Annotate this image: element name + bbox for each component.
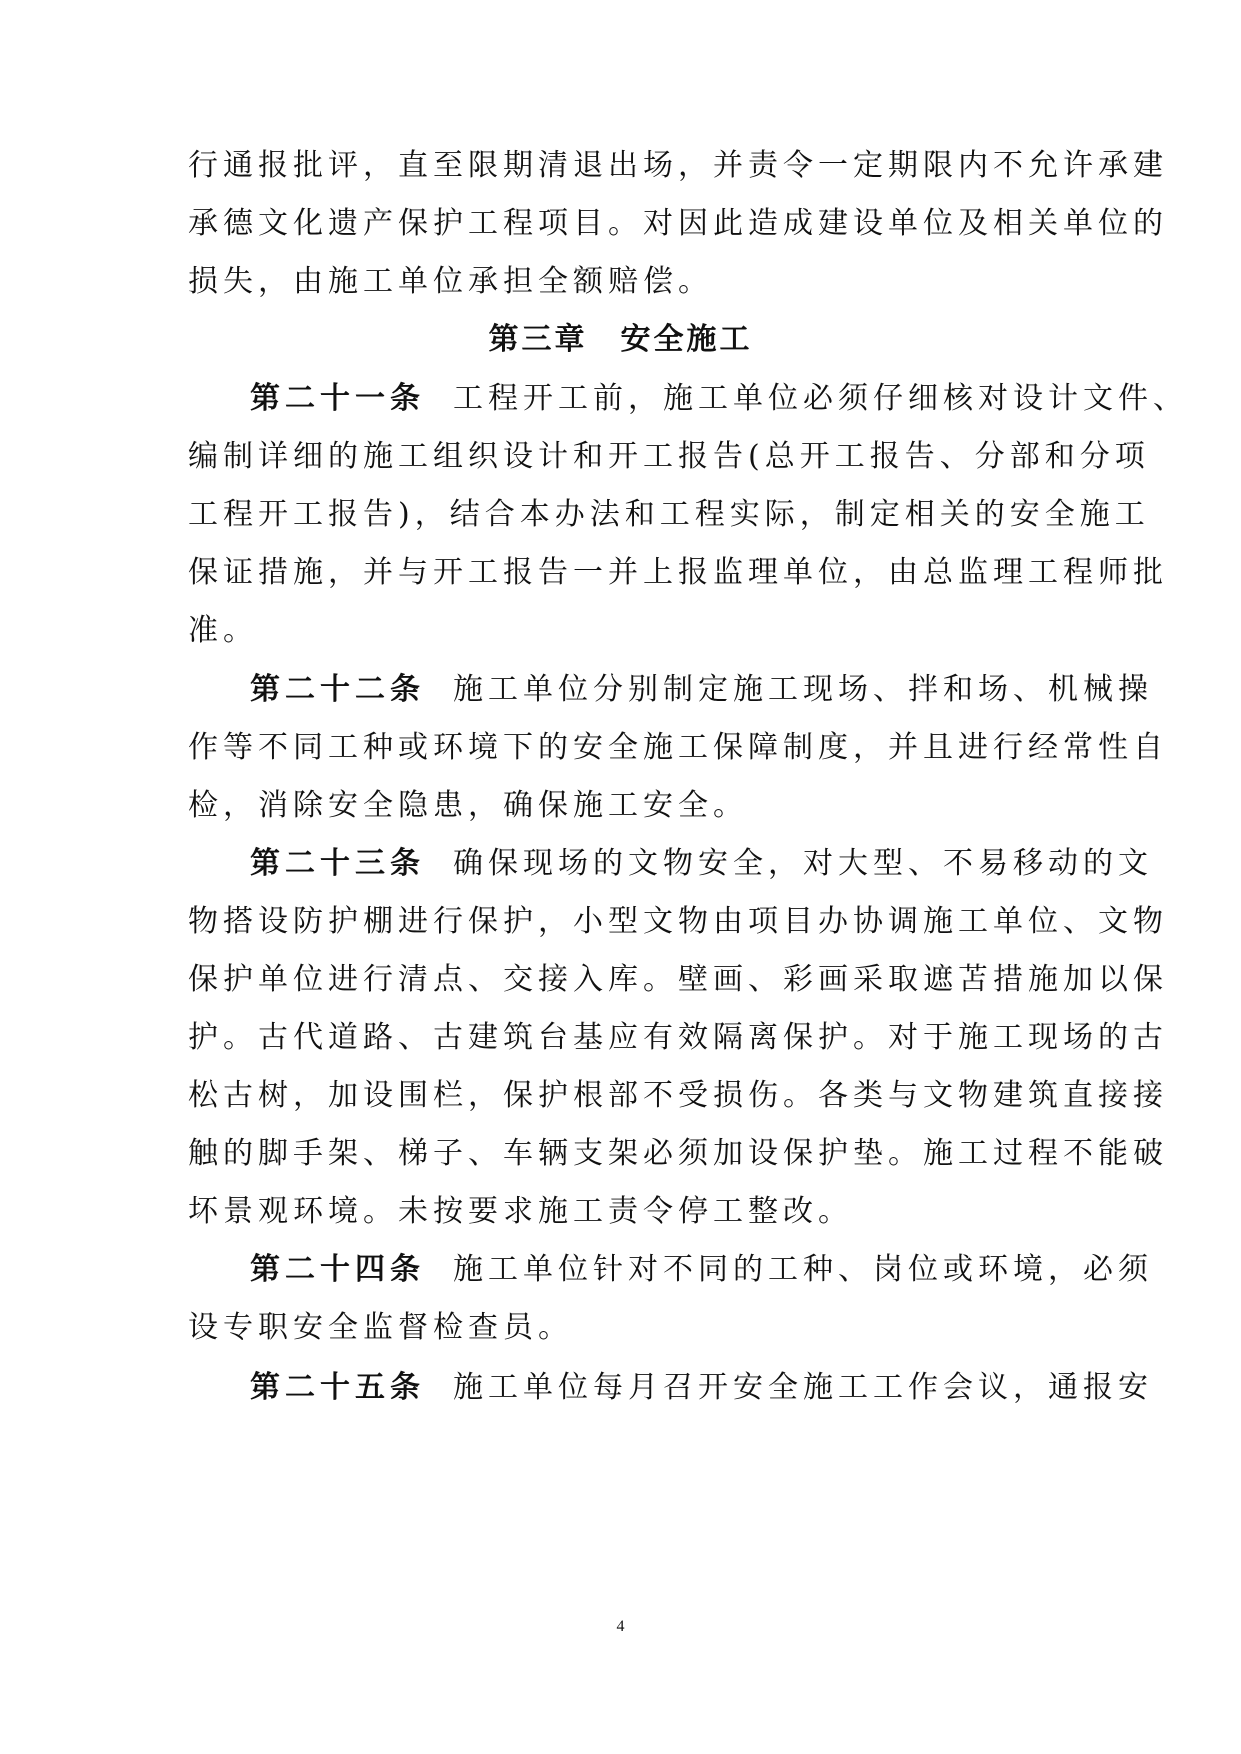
article-text: 工程开工前，施工单位必须仔细核对设计文件、 <box>453 381 1188 416</box>
article-24-first-line <box>250 1250 1153 1290</box>
article-label: 第二十三条 <box>250 846 425 881</box>
continuation-line-3: 损失，由施工单位承担全额赔偿。 <box>188 264 713 299</box>
continuation-line-2: 承德文化遗产保护工程项目。对因此造成建设单位及相关单位的 <box>188 206 1168 241</box>
article-23-line: 保护单位进行清点、交接入库。壁画、彩画采取遮苫措施加以保 <box>188 962 1168 997</box>
article-25-first-line <box>250 1368 1153 1408</box>
article-22-line: 作等不同工种或环境下的安全施工保障制度，并且进行经常性自 <box>188 730 1168 765</box>
article-21-line: 保证措施，并与开工报告一并上报监理单位，由总监理工程师批 <box>188 555 1168 590</box>
article-23-line: 护。古代道路、古建筑台基应有效隔离保护。对于施工现场的古 <box>188 1020 1168 1055</box>
article-text: 施工单位针对不同的工种、岗位或环境，必须 <box>453 1252 1153 1287</box>
article-label: 第二十一条 <box>250 381 425 416</box>
article-23-line: 触的脚手架、梯子、车辆支架必须加设保护垫。施工过程不能破 <box>188 1136 1168 1171</box>
article-23-line: 松古树，加设围栏，保护根部不受损伤。各类与文物建筑直接接 <box>188 1078 1168 1113</box>
article-label: 第二十二条 <box>250 672 425 707</box>
article-22-first-line <box>250 670 1153 710</box>
article-text: 确保现场的文物安全，对大型、不易移动的文 <box>453 846 1153 881</box>
article-label: 第二十五条 <box>250 1370 425 1405</box>
article-22-line: 检，消除安全隐患，确保施工安全。 <box>188 788 748 823</box>
article-23-first-line <box>250 844 1153 884</box>
article-label: 第二十四条 <box>250 1252 425 1287</box>
article-21-first-line <box>250 379 1188 419</box>
article-24-line: 设专职安全监督检查员。 <box>188 1310 573 1345</box>
article-23-line: 物搭设防护棚进行保护，小型文物由项目办协调施工单位、文物 <box>188 904 1168 939</box>
article-text: 施工单位分别制定施工现场、拌和场、机械操 <box>453 672 1153 707</box>
article-21-line: 编制详细的施工组织设计和开工报告(总开工报告、分部和分项 <box>188 439 1150 474</box>
chapter-title: 第三章 安全施工 <box>488 322 753 357</box>
page-number: 4 <box>616 1618 625 1635</box>
article-21-line: 准。 <box>188 613 258 648</box>
article-text: 施工单位每月召开安全施工工作会议，通报安 <box>453 1370 1153 1405</box>
continuation-line-1: 行通报批评，直至限期清退出场，并责令一定期限内不允许承建 <box>188 148 1168 183</box>
article-23-line: 坏景观环境。未按要求施工责令停工整改。 <box>188 1194 853 1229</box>
article-21-line: 工程开工报告)，结合本办法和工程实际，制定相关的安全施工 <box>188 497 1150 532</box>
